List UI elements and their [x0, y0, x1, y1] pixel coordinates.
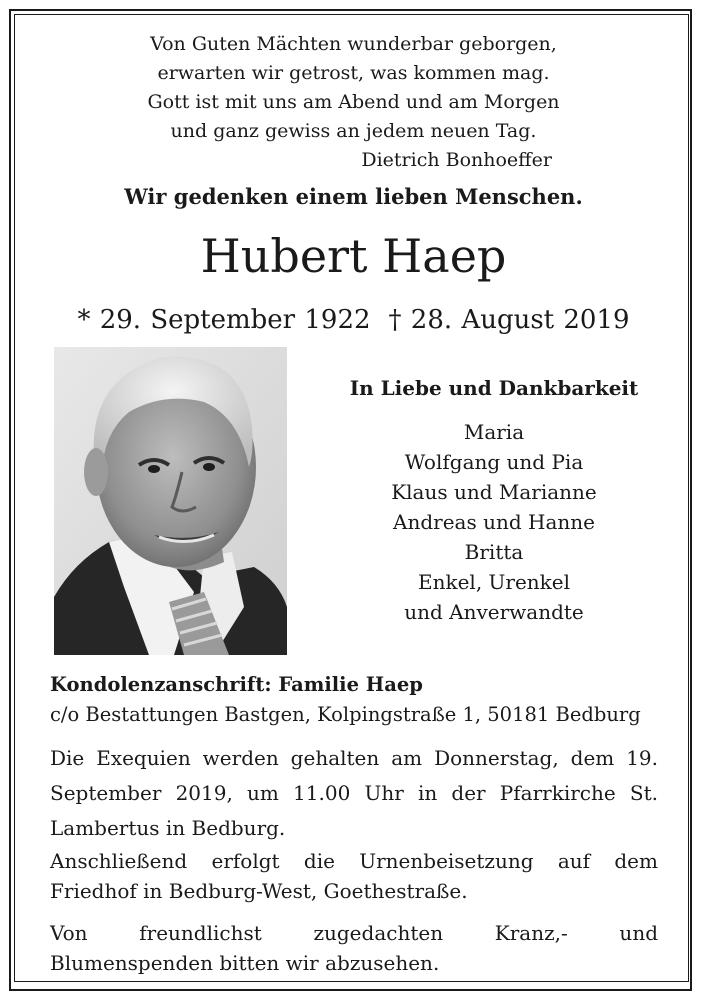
condolence-block — [50, 670, 660, 730]
family-member: Maria — [463, 420, 525, 444]
portrait-image — [54, 347, 287, 655]
poem — [0, 30, 707, 175]
family-member: Andreas und Hanne — [393, 510, 595, 534]
condolence-address: c/o Bestattungen Bastgen, Kolpingstraße 1, 50181 Bedburg — [50, 703, 641, 726]
portrait-photo — [54, 347, 287, 655]
family-member: Enkel, Urenkel — [417, 570, 571, 594]
remembrance-line: Wir gedenken einem lieben Menschen. — [124, 184, 583, 209]
poem-line: erwarten wir getrost, was kommen mag. — [157, 62, 550, 84]
flowers-notice-line: Blumenspenden bitten wir abzusehen. — [50, 951, 440, 975]
family-member: und Anverwandte — [404, 600, 584, 624]
exequies-notice: Die Exequien werden gehalten am Donnerstag, dem 19. September 2019, um 11.00 Uhr in der Pfarrkirche St. Lambertus in Bedburg. — [50, 746, 658, 840]
flowers-notice-line: Von freundlichst zugedachten Kranz,- und — [50, 921, 658, 945]
family-member: Britta — [464, 540, 524, 564]
condolence-title: Kondolenzanschrift: Familie Haep — [50, 673, 423, 696]
burial-notice: Anschließend erfolgt die Urnenbeisetzung auf dem Friedhof in Bedburg-West, Goethestraße. — [50, 849, 658, 903]
poem-line: Gott ist mit uns am Abend und am Morgen — [147, 91, 560, 113]
poem-line: und ganz gewiss an jedem neuen Tag. — [170, 120, 537, 142]
deceased-name: Hubert Haep — [200, 229, 507, 283]
flowers-notice — [50, 918, 658, 978]
family-member: Wolfgang und Pia — [404, 450, 584, 474]
birth-date: * 29. September 1922 — [77, 305, 371, 335]
death-date: † 28. August 2019 — [388, 305, 630, 335]
family-member: Klaus und Marianne — [391, 480, 597, 504]
life-dates — [0, 305, 707, 335]
family-list — [338, 376, 650, 627]
family-heading: In Liebe und Dankbarkeit — [349, 376, 639, 400]
poem-author: Dietrich Bonhoeffer — [361, 149, 552, 171]
poem-line: Von Guten Mächten wunderbar geborgen, — [150, 33, 557, 55]
